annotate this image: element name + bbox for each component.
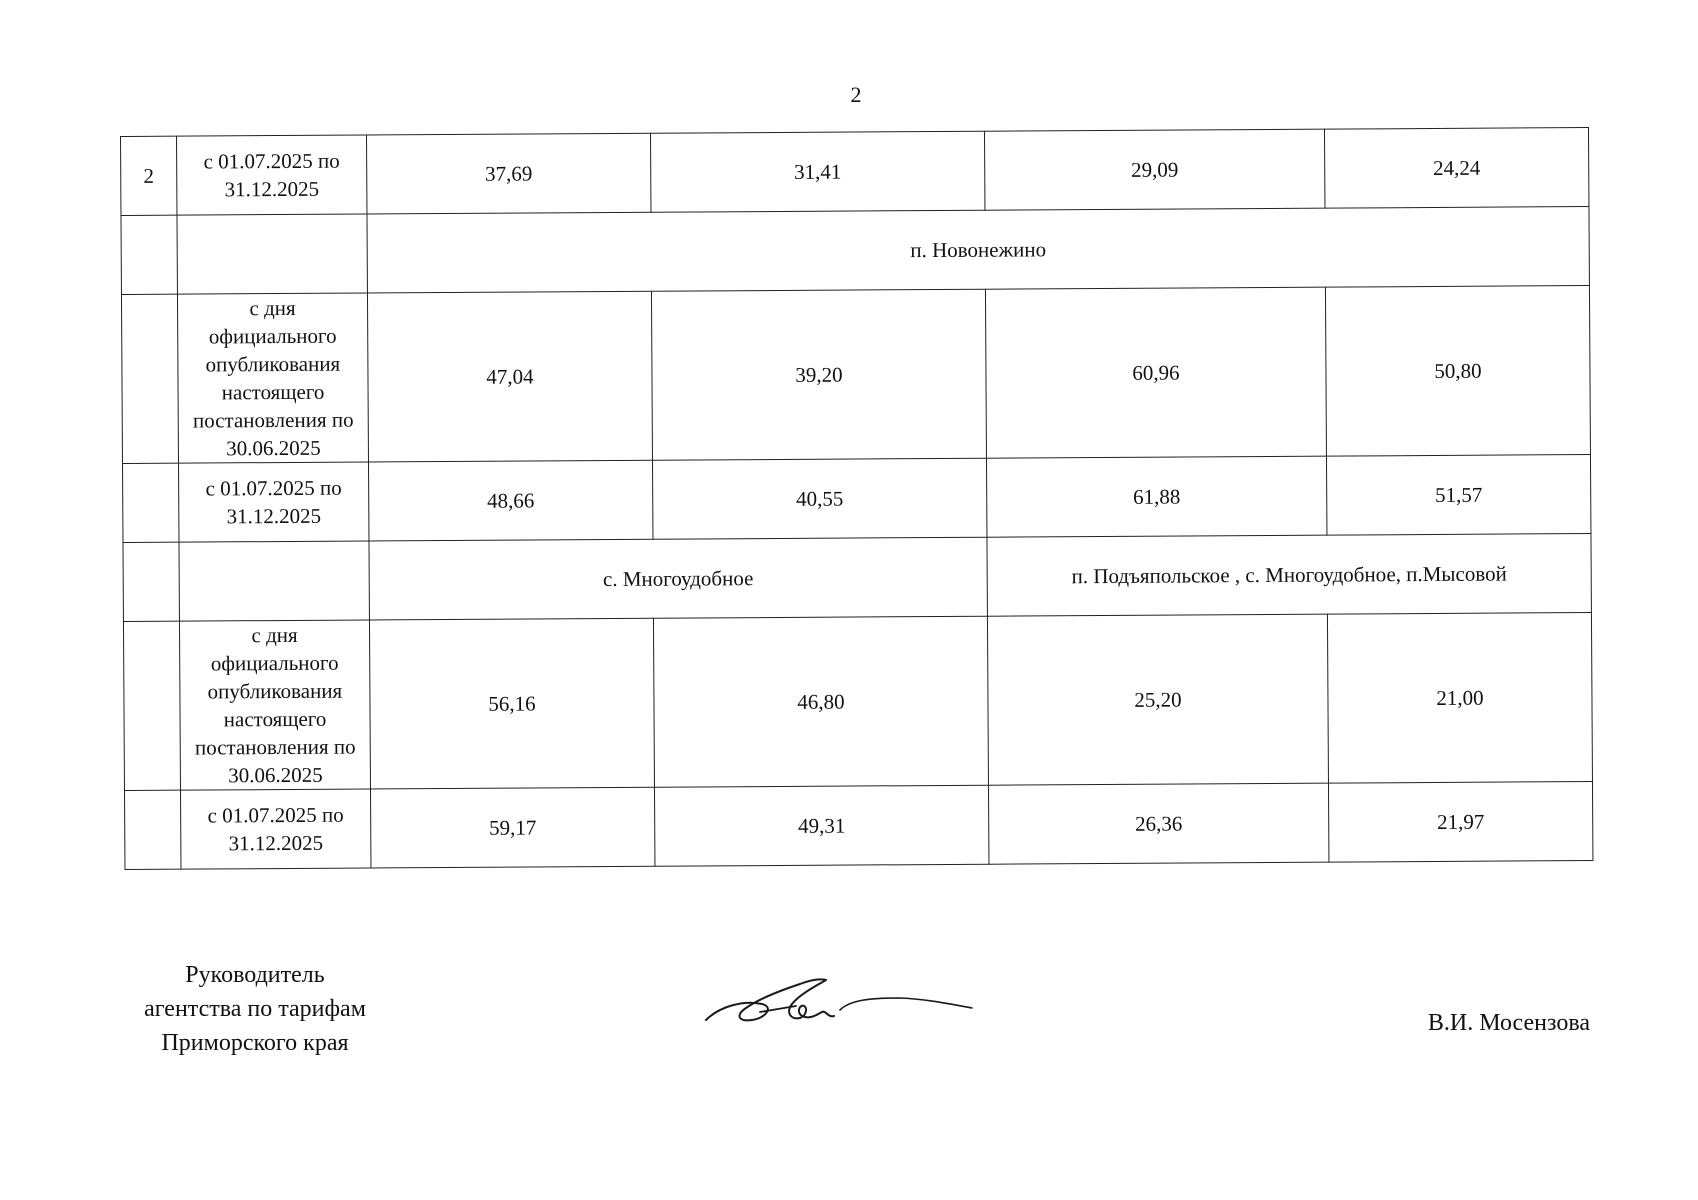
value-cell: 37,69: [366, 133, 650, 214]
period-cell: с дня официального опубликования настоящего постановления по 30.06.2025: [177, 293, 368, 463]
position-line: агентства по тарифам: [144, 996, 366, 1022]
value-cell: 59,17: [370, 787, 654, 868]
settlement-heading-right: п. Подъяпольское , с. Многоудобное, п.Мысовой: [987, 534, 1591, 617]
value-cell: 25,20: [987, 614, 1328, 785]
row-number-cell: [123, 621, 180, 790]
value-cell: 51,57: [1326, 455, 1590, 536]
tariff-table: [120, 127, 1593, 870]
value-cell: 47,04: [367, 291, 652, 462]
value-cell: 40,55: [652, 458, 986, 539]
table-row: [123, 613, 1592, 791]
value-cell: 21,00: [1327, 613, 1592, 784]
value-cell: 39,20: [651, 289, 986, 460]
position-line: Руководитель: [185, 962, 325, 988]
period-cell: с дня официального опубликования настоящего постановления по 30.06.2025: [179, 620, 370, 790]
table-row: [121, 286, 1590, 464]
handwritten-signature: [700, 960, 980, 1050]
position-line: Приморского края: [161, 1030, 349, 1056]
page-number: 2: [850, 82, 862, 107]
value-cell: 21,97: [1328, 782, 1592, 863]
settlement-heading-left: с. Многоудобное: [369, 537, 987, 620]
signatory-position: [120, 958, 390, 1060]
row-number-cell: [124, 790, 180, 869]
value-cell: 60,96: [985, 287, 1326, 458]
signer-name: В.И. Мосензова: [1427, 1010, 1590, 1036]
value-cell: 29,09: [984, 129, 1324, 210]
period-cell: с 01.07.2025 по 31.12.2025: [178, 462, 368, 542]
table-section-heading-row: [121, 207, 1589, 295]
value-cell: 50,80: [1325, 286, 1590, 457]
row-number-cell: [123, 463, 179, 542]
table-section-heading-row: [123, 534, 1591, 622]
value-cell: 56,16: [369, 618, 654, 789]
settlement-heading: п. Новонежино: [367, 207, 1589, 293]
value-cell: 46,80: [653, 616, 988, 787]
value-cell: 48,66: [368, 460, 652, 541]
empty-cell: [177, 214, 367, 294]
value-cell: 31,41: [650, 131, 984, 212]
table-row: [121, 128, 1589, 216]
row-number-cell: 2: [121, 136, 177, 215]
value-cell: 61,88: [986, 456, 1326, 537]
table-row: [123, 455, 1591, 543]
period-cell: с 01.07.2025 по 31.12.2025: [177, 135, 367, 215]
value-cell: 24,24: [1324, 128, 1588, 209]
empty-cell: [179, 541, 369, 621]
period-cell: с 01.07.2025 по 31.12.2025: [180, 789, 370, 869]
table-row: [124, 782, 1592, 870]
value-cell: 26,36: [988, 783, 1328, 864]
empty-cell: [123, 542, 179, 621]
value-cell: 49,31: [654, 785, 988, 866]
row-number-cell: [121, 294, 178, 463]
empty-cell: [121, 215, 177, 294]
